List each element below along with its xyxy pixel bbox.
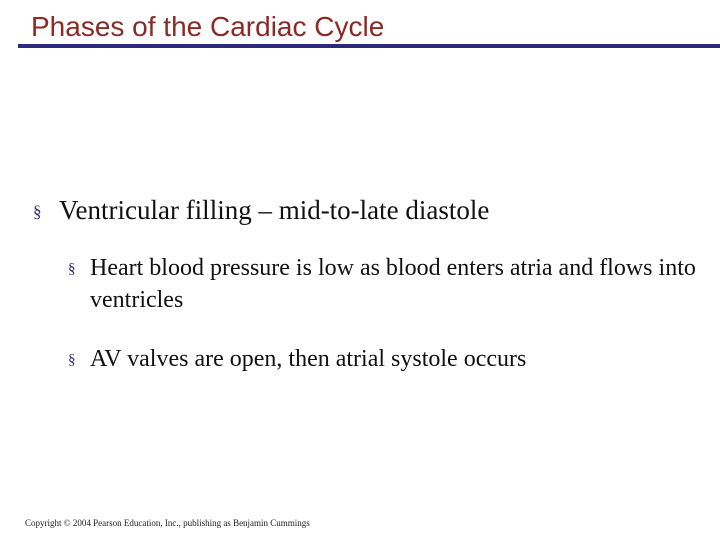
title-underline-rule [18,44,720,48]
copyright-footer: Copyright © 2004 Pearson Education, Inc., publishing as Benjamin Cummings [25,518,310,528]
sub-bullet-heart-pressure [68,252,708,316]
sub-bullet-text: Heart blood pressure is low as blood enters atria and flows into ventricles [90,255,696,313]
sub-bullet-marker-icon: § [68,261,76,277]
sub-bullet-marker-icon: § [68,352,76,368]
sub-bullet-text: AV valves are open, then atrial systole occurs [90,346,527,372]
sub-bullet-av-valves [68,343,708,375]
bullet-text: Ventricular filling – mid-to-late diastole [59,195,490,225]
bullet-marker-icon: § [33,202,42,221]
slide-title: Phases of the Cardiac Cycle [31,11,385,42]
